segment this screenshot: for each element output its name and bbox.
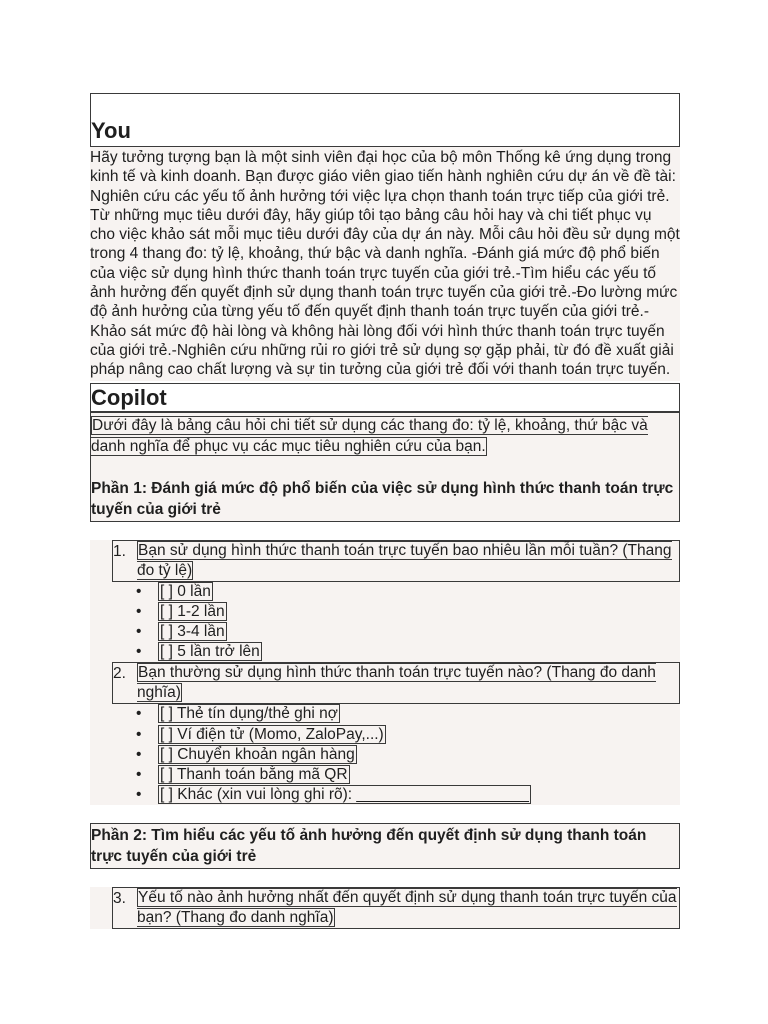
- option-item[interactable]: • [ ] 1-2 lần: [136, 602, 225, 620]
- option-label: [ ] 1-2 lần: [160, 602, 225, 620]
- question-text: Bạn sử dụng hình thức thanh toán trực tuyến bao nhiêu lần mỗi tuần? (Thang đo tỷ lệ): [137, 541, 672, 579]
- question-number: 3.: [113, 890, 126, 908]
- option-label: [ ] Thẻ tín dụng/thẻ ghi nợ: [160, 705, 338, 723]
- option-item[interactable]: • [ ] 0 lần: [136, 582, 211, 600]
- spacer: [90, 869, 680, 887]
- spacer: [91, 457, 679, 477]
- question-1: [112, 540, 680, 582]
- spacer: [90, 522, 680, 540]
- option-item[interactable]: • [ ] Ví điện tử (Momo, ZaloPay,...): [136, 725, 384, 743]
- section-title-part1: Phần 1: Đánh giá mức độ phổ biến của việc sử dụng hình thức thanh toán trực tuyến của giới trẻ: [91, 479, 674, 518]
- option-label: [ ] Thanh toán bằng mã QR: [160, 765, 348, 783]
- question-number: 2.: [113, 665, 126, 683]
- copilot-response: [90, 412, 680, 522]
- option-label: [ ] 3-4 lần: [160, 622, 225, 640]
- spacer: [90, 805, 680, 823]
- question-text: Bạn thường sử dụng hình thức thanh toán trực tuyến nào? (Thang đo danh nghĩa): [137, 664, 656, 702]
- option-item[interactable]: • [ ] 5 lần trở lên: [136, 643, 260, 661]
- option-label: [ ] 5 lần trở lên: [160, 643, 260, 661]
- option-item[interactable]: • [ ] Chuyển khoản ngân hàng: [136, 745, 355, 763]
- question-text: Yếu tố nào ảnh hưởng nhất đến quyết định sử dụng thanh toán trực tuyến của bạn? (Thang đo danh nghĩa): [137, 889, 677, 927]
- section-part2: [90, 823, 680, 869]
- user-prompt-text: Hãy tưởng tượng bạn là một sinh viên đại học của bộ môn Thống kê ứng dụng trong kinh tế và kinh doanh. Bạn được giáo viên giao tiến hành nghiên cứu dự án về đề tài: Nghiên cứu các yếu tố ảnh hưởng tới việc lựa chọn thanh toán trực tiếp của giới trẻ. Từ những mục tiêu dưới đây, hãy giúp tôi tạo bảng câu hỏi hay và chi tiết phục vụ cho việc khảo sát mỗi mục tiêu dưới đây của dự án này. Mỗi câu hỏi đều sử dụng một trong 4 thang đo: tỷ lệ, khoảng, thứ bậc và danh nghĩa. -Đánh giá mức độ phổ biến của việc sử dụng hình thức thanh toán trực tuyến của giới trẻ.-Tìm hiểu các yếu tố ảnh hưởng đến quyết định sử dụng thanh toán trực tuyến của giới trẻ.-Đo lường mức độ ảnh hưởng của từng yếu tố đến quyết định thanh toán trực tuyến của giới trẻ.-Khảo sát mức độ hài lòng và không hài lòng đối với hình thức thanh toán trực tuyến của giới trẻ.-Nghiên cứu những rủi ro giới trẻ sử dụng sợ gặp phải, từ đó đề xuất giải pháp nâng cao chất lượng và sự tin tưởng của giới trẻ đối với thanh toán trực tuyến.: [90, 147, 680, 381]
- option-label: [ ] 0 lần: [160, 582, 211, 600]
- response-intro: [91, 415, 679, 457]
- question-1-options: [90, 582, 680, 663]
- option-item[interactable]: • [ ] 3-4 lần: [136, 622, 225, 640]
- option-label: [ ] Khác (xin vui lòng ghi rõ): ____________________: [160, 786, 529, 804]
- chat-transcript: [90, 93, 680, 929]
- option-item[interactable]: • [ ] Khác (xin vui lòng ghi rõ): ____________________: [136, 786, 529, 804]
- question-3: [112, 887, 680, 929]
- user-label: You: [91, 118, 131, 143]
- copilot-label: Copilot: [90, 383, 680, 412]
- option-label: [ ] Chuyển khoản ngân hàng: [160, 745, 355, 763]
- option-item[interactable]: • [ ] Thanh toán bằng mã QR: [136, 765, 348, 783]
- question-number: 1.: [113, 542, 126, 560]
- question-2: [112, 662, 680, 704]
- question-2-options: [90, 704, 680, 805]
- user-message-header: [90, 93, 680, 147]
- section-title-part2: Phần 2: Tìm hiểu các yếu tố ảnh hưởng đến quyết định sử dụng thanh toán trực tuyến của giới trẻ: [91, 827, 647, 866]
- response-intro-text: Dưới đây là bảng câu hỏi chi tiết sử dụng các thang đo: tỷ lệ, khoảng, thứ bậc và danh nghĩa để phục vụ các mục tiêu nghiên cứu của bạn.: [91, 416, 648, 455]
- question-list-part2: [90, 887, 680, 929]
- option-label: [ ] Ví điện tử (Momo, ZaloPay,...): [160, 725, 384, 743]
- option-item[interactable]: • [ ] Thẻ tín dụng/thẻ ghi nợ: [136, 705, 338, 723]
- question-list-part1: [90, 540, 680, 806]
